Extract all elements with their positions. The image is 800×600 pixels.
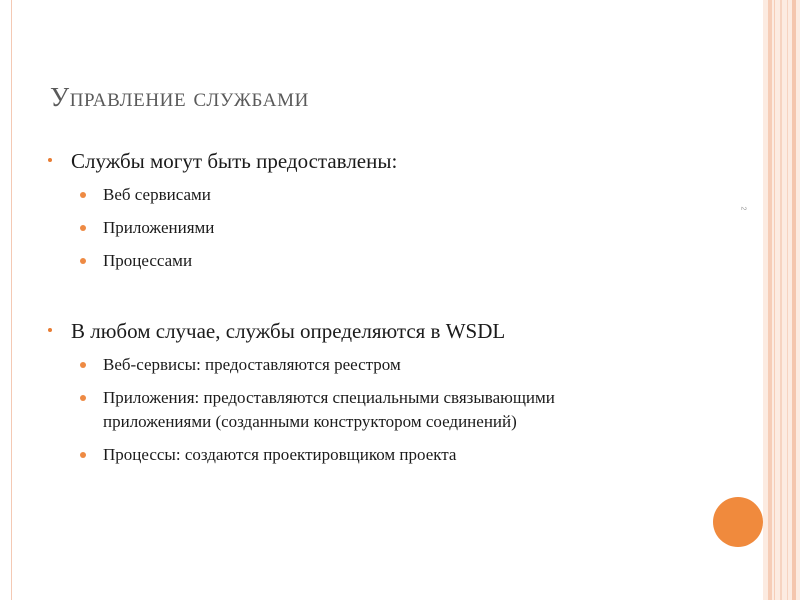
page-number: 2 [739, 206, 747, 211]
sub-bullet-item [48, 386, 643, 434]
sub-bullet-text: Приложениями [103, 218, 215, 237]
right-decorative-stripe [787, 0, 788, 600]
bullet-dot-icon [48, 328, 52, 332]
bullet-text: В любом случае, службы определяются в WSDL [71, 319, 506, 343]
right-decorative-stripe [774, 0, 775, 600]
sub-bullet-dot-icon [80, 452, 86, 458]
sub-bullet-dot-icon [80, 362, 86, 368]
bullet-item [48, 318, 738, 344]
sub-bullet-item [48, 443, 738, 467]
sub-bullet-dot-icon [80, 225, 86, 231]
sub-bullet-text: Веб-сервисы: предоставляются реестром [103, 355, 401, 374]
sub-bullet-text: Процессы: создаются проектировщиком проекта [103, 445, 457, 464]
bullet-item [48, 148, 738, 174]
sub-bullet-item [48, 249, 738, 273]
left-border-line [11, 0, 12, 600]
right-decorative-stripe [780, 0, 782, 600]
sub-bullet-text: Веб сервисами [103, 185, 211, 204]
sub-bullet-item [48, 216, 738, 240]
orange-circle-decoration [713, 497, 763, 547]
sub-bullet-item [48, 353, 738, 377]
sub-bullet-text: Процессами [103, 251, 193, 270]
sub-bullet-item [48, 183, 738, 207]
slide-title: Управление службами [50, 82, 309, 112]
sub-bullet-dot-icon [80, 192, 86, 198]
sub-bullet-text: Приложения: предоставляются специальными связывающими приложениями (созданными конструктором соединений) [103, 388, 555, 431]
bullet-text: Службы могут быть предоставлены: [71, 149, 398, 173]
sub-bullet-dot-icon [80, 258, 86, 264]
bullet-list [48, 148, 738, 467]
right-decorative-stripe [792, 0, 796, 600]
right-decorative-stripe [768, 0, 772, 600]
bullet-dot-icon [48, 158, 52, 162]
sub-bullet-dot-icon [80, 395, 86, 401]
